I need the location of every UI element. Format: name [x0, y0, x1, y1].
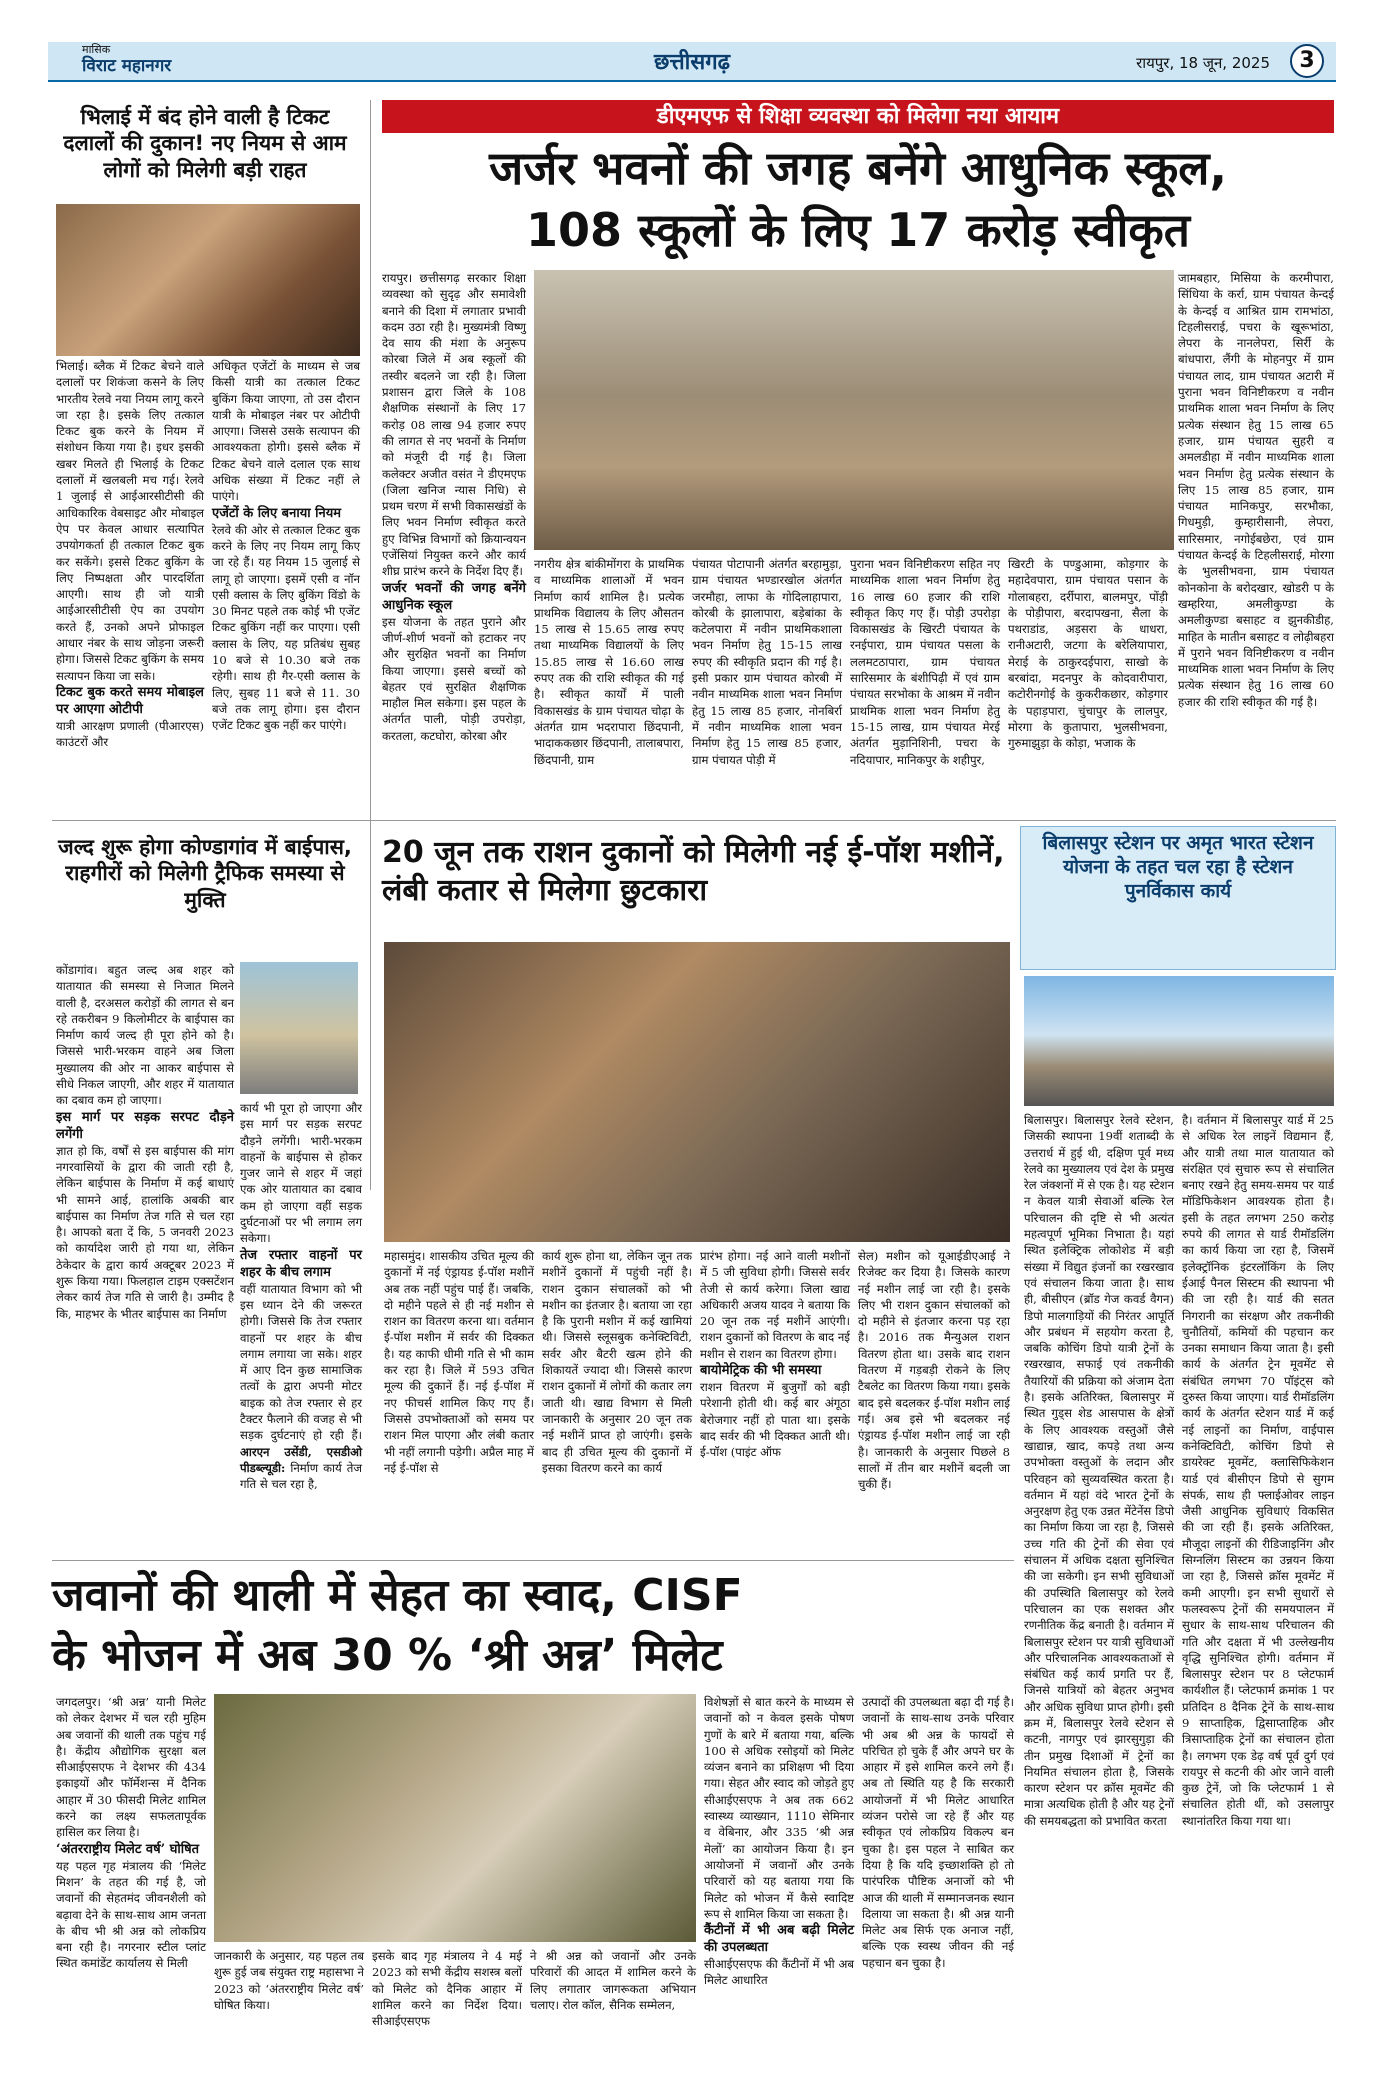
main-colA-text: रायपुर। छत्तीसगढ़ सरकार शिक्षा व्यवस्था को सुदृढ़ और समावेशी बनाने की दिशा में लगातार प्रभावी कदम उठा रही है। मुख्यमंत्री विष्णु देव साय की मंशा के अनुरूप कोरबा जिले में अब स्कूलों की तस्वीर बदलने जा रही है। जिला प्रशासन द्वारा जिले के 108 शैक्षणिक संस्थानों के लिए 17 करोड़ 08 लाख 94 हजार रुपए की लागत से नए भवनों के निर्माण को मंजूरी दी गई है। जिला कलेक्टर अजीत वसंत ने डीएमएफ (जिला खनिज न्यास निधि) से प्रथम चरण में सभी विकासखंडों के लिए भवन निर्माण स्वीकृत करते हुए विभिन्न विभागों को क्रियान्वयन एजेंसियां नियुक्त करने और कार्य शीघ्र प्रारंभ करने के निर्देश दिए हैं।	[382, 271, 526, 579]
main-colA2-text: इस योजना के तहत पुराने और जीर्ण-शीर्ण भवनों को हटाकर नए और सुरक्षित भवनों का निर्माण किया जाएगा। इससे बच्चों को बेहतर एवं सुरक्षित शैक्षणिक माहौल मिल सकेगा। इस पहल के अंतर्गत पाली, पोड़ी उपरोड़ा, करतला, कटघोरा, कोरबा और	[382, 614, 526, 743]
a3-col4: सेल) मशीन को यूआईडीएआई ने रिजेक्ट कर दिया है। जिसके कारण नई मशीन लाई जा रही है। इसके लिए भी राशन दुकान संचालकों को दो महीने से इंतजार करना पड़ रहा है। 2016 तक मैन्युअल राशन वितरण होता था। उसके बाद राशन वितरण में गड़बड़ी रोकने के लिए टैबलेट का वितरण किया गया। इसके बाद इसे बदलकर ई-पॉश मशीन लाई गई। अब इसे भी बदलकर नई एंड्रायड ई-पॉश मशीन लाई जा रही है। जानकारी के अनुसार पिछले 8 सालों में तीन बार मशीनें बदली जा चुकी हैं।	[858, 1249, 1010, 1492]
a4-headline: बिलासपुर स्टेशन पर अमृत भारत स्टेशन योजना के तहत चल रहा है स्टेशन पुनर्विकास कार्य	[1042, 832, 1314, 902]
page-number: 3	[1290, 44, 1324, 78]
a2-col1-text: कोंडागांव। बहुत जल्द अब शहर को यातायात की समस्या से निजात मिलने वाली है, दरअसल करोड़ों की लागत से बन रहे तकरीबन 9 किलोमीटर के बाईपास का निर्माण कार्य जल्द ही पूरा होने को है। जिससे भारी-भरकम वाहने अब जिला मुख्यालय की ओर ना आकर बाईपास से सीधे निकल जाएगी, और शहर में यातायात का दबाव कम हो जाएगा।	[56, 963, 234, 1108]
a5-sub5: कैंटीनों में भी अब बढ़ी मिलेट की उपलब्धता	[704, 1923, 854, 1956]
a4-col2: है। वर्तमान में बिलासपुर यार्ड में 25 से अधिक रेल लाइनें विद्यमान हैं, और यात्री तथा माल यातायात को संरक्षित एवं सुचारु रूप से संचालित बनाए रखने हेतु समय-समय पर यार्ड मॉडिफिकेशन आवश्यक होता है। इसी के तहत लगभग 250 करोड़ रुपये की लागत से यार्ड रीमॉडलिंग का कार्य किया जा रहा है, जिसमें इलेक्ट्रॉनिक इंटरलॉकिंग के लिए ईआई पैनल सिस्टम की स्थापना भी की जा रही है। यार्ड की सतत निगरानी का संरक्षण और तकनीकी चुनौतियों, कमियों की पहचान कर उनका समाधान किया जाता है। इसी कार्य के अंतर्गत ट्रेन मूवमेंट से संबंधित लगभग 70 पॉइंट्स को दुरुस्त किया जाएगा। यार्ड रीमॉडलिंग कार्य के अंतर्गत स्टेशन यार्ड में कई नई लाइनों का निर्माण, वाईपास कनेक्टिविटी, कोचिंग डिपो से डायरेक्ट मूवमेंट, क्लासिफिकेशन यार्ड एवं बीसीएन डिपो से सुगम संपर्क, साथ ही फ्लाईओवर लाइन जैसी आधुनिक सुविधाएं विकसित की जा रही हैं। इसके अतिरिक्त, मौजूदा लाइनों की रीडिजाइनिंग और सिग्नलिंग सिस्टम का उन्नयन किया जा रहा है, जिससे क्रॉस मूवमेंट में कमी आएगी। इन सभी सुधारों से फलस्वरूप ट्रेनों की समयपालन में सुधार के साथ-साथ परिचालन की गति और दक्षता में भी उल्लेखनीय वृद्धि सुनिश्चित होगी। वर्तमान में बिलासपुर स्टेशन पर 8 प्लेटफार्म कार्यशील हैं। प्लेटफार्म क्रमांक 1 पर प्रतिदिन 8 दैनिक ट्रेनें के साथ-साथ 9 साप्ताहिक, द्विसाप्ताहिक और त्रिसाप्ताहिक ट्रेनों का संचालन होता है। लगभग एक डेढ़ वर्ष पूर्व दुर्ग एवं रायपुर से कटनी की ओर जाने वाली कुछ ट्रेनें, जो कि प्लेटफार्म 1 से संचालित होती थीं, को उसलापुर स्थानांतरित किया गया था।	[1182, 1113, 1334, 1828]
a1-sub1: टिकट बुक करते समय मोबाइल पर आएगा ओटीपी	[56, 684, 204, 717]
a3-col3-text: प्रारंभ होगा। नई आने वाली मशीनों में 5 जी सुविधा होगी। जिससे सर्वर तेजी से कार्य करेगा। जिला खाद्य अधिकारी अजय यादव ने बताया कि 20 जून तक नई मशीनें आएंगी। राशन दुकानों को वितरण के बाद नई मशीन से राशन का वितरण होगा।	[700, 1249, 850, 1361]
a1-col1-text: भिलाई। ब्लैक में टिकट बेचने वाले दलालों पर शिकंजा कसने के लिए भारतीय रेलवे नया नियम लागू करने जा रहा है। इसके लिए तत्काल टिकट बुक करने के नियम में संशोधन किया गया है। इधर इसकी खबर मिलते ही भिलाई के टिकट दलालों में खलबली मच गई। रेलवे 1 जुलाई से आईआरसीटीसी की आधिकारिक वेबसाइट और मोबाइल ऐप पर केवल आधार सत्यापित उपयोगकर्ता ही तत्काल टिकट बुक कर सकेंगे। इससे टिकट बुकिंग के लिए निष्पक्षता और पारदर्शिता आएगी। साथ ही जो यात्री आईआरसीटीसी ऐप का उपयोग करते हैं, उनको अपने प्रोफाइल आधार नंबर के साथ जोड़ना जरूरी होगा। जिससे टिकट बुकिंग के समय सत्यापन किया जा सके।	[56, 359, 204, 683]
a5-col1b-text: यह पहल गृह मंत्रालय की ‘मिलेट मिशन’ के तहत की गई है, जो जवानों की सेहतमंद जीवनशैली को बढ़ावा देने के साथ-साथ आम जनता के बीच भी श्री अन्न को लोकप्रिय बना रही है। नगरनार स्टील प्लांट स्थित कमांडेंट कार्यालय से मिली	[56, 1858, 206, 1971]
section-title: छत्तीसगढ़	[654, 50, 730, 75]
classroom-photo	[534, 270, 1174, 550]
masthead-kicker: मासिक	[82, 43, 111, 56]
a2-sub1: इस मार्ग पर सड़क सरपट दौड़ने लगेंगी	[56, 1109, 234, 1142]
main-colE: खिरटी के पण्डुआमा, कोड़गार के महादेवपारा, ग्राम पंचायत पसान के गोलाबहरा, दर्रीपारा, बालमपुर, पोंड़ी के पोड़ीपारा, बरदापखना, सैला के पथराडांड, अड़सरा के धाधरा, रानीअटारी, जटगा के बरेलियापारा, मेराई के ठाकुरदईपारा, साखो के बरबांदा, मदनपुर के कोदवारीपारा, कटोरीनगोई के कुकरीकछार, कोड़गार के पहाड़पारा, चुंचापुर के लालपुर, मोरगा के कुतापारा, भुलसीभवना, गुरुमाझुड़ा के कोड़ा, भजाक के	[1008, 557, 1168, 751]
a3-sub3: बायोमेट्रिक की भी समस्या	[700, 1363, 822, 1379]
a5-col5-text: विशेषज्ञों से बात करने के माध्यम से जवानों को न केवल इसके पोषण गुणों के बारे में बताया गया, बल्कि 100 से अधिक रसोइयों को मिलेट व्यंजन बनाने का प्रशिक्षण भी दिया गया। सेहत और स्वाद को जोड़ते हुए सीआईएसएफ ने अब तक 662 स्वास्थ्य व्याख्यान, 1110 सेमिनार व वेबिनार, और 335 ‘श्री अन्न मेलों’ का आयोजन किया है। इन आयोजनों में जवानों और उनके परिवारों को यह बताया गया कि मिलेट को भोजन में कैसे स्वादिष्ट रूप से शामिल किया जा सकता है।	[704, 1695, 854, 1921]
a5-col6: उत्पादों की उपलब्धता बढ़ा दी गई है। जवानों के साथ-साथ उनके परिवार भी अब श्री अन्न के फायदों से परिचित हो चुके हैं और अपने घर के आहार में इसे शामिल करने लगे हैं। अब तो स्थिति यह है कि सरकारी आयोजनों में भी मिलेट आधारित व्यंजन परोसे जा रहे हैं और यह स्वीकृत एवं लोकप्रिय विकल्प बन चुका है। इस पहल ने साबित कर दिया है कि यदि इच्छाशक्ति हो तो पारंपरिक पौष्टिक अनाजों को भी आज की थाली में सम्मानजनक स्थान दिलाया जा सकता है। श्री अन्न यानी मिलेट अब सिर्फ एक अनाज नहीं, बल्कि एक स्वस्थ जीवन की नई पहचान बन चुका है।	[862, 1695, 1014, 1970]
a5-col3: इसके बाद गृह मंत्रालय ने 4 मई 2023 को सभी केंद्रीय सशस्त्र बलों को मिलेट को दैनिक आहार में शामिल करने का निर्देश दिया। सीआईएसएफ	[372, 1949, 522, 2029]
a2-col1b-text: ज्ञात हो कि, वर्षों से इस बाईपास की मांग नगरवासियों के द्वारा की जाती रही है, लेकिन बाईपास के निर्माण में कई बाधाएं भी सामने आई, हालांकि अबकी बार बाईपास का निर्माण तेज गति से चल रहा है। आपको बता दें कि, 5 जनवरी 2023 को कार्यादेश जारी हो गया था, लेकिन ठेकेदार के द्वारा कार्य अक्टूबर 2023 में शुरू किया गया। फिलहाल टाइम एक्सटेंशन लेकर कार्य तेज गति से जारी है। उम्मीद है कि, माहभर के भीतर बाईपास का निर्माण	[56, 1143, 234, 1321]
a5-col5	[704, 1694, 854, 2030]
issue-date: रायपुर, 18 जून, 2025	[1136, 54, 1270, 72]
main-colC: पंचायत पोटापानी अंतर्गत बरहामुड़ा, ग्राम पंचायत भण्डारखोल अंतर्गत जरमौहा, लाफा के गोदिलाहापारा, कोरबी के झालापारा, बड़ेबांका के कटेलपारा में नवीन प्राथमिकशाला भवन निर्माण हेतु 15-15 लाख रुपए की स्वीकृति प्रदान की गई है। इसी प्रकार ग्राम पंचायत कोरबी में नवीन माध्यमिक शाला भवन निर्माण हेतु 15 लाख 85 हजार, नोनबिर्रा में नवीन माध्यमिक शाला भवन निर्माण हेतु 15 लाख 85 हजार, ग्राम पंचायत पोड़ी में	[692, 557, 842, 767]
main-headline-2: 108 स्कूलों के लिए 17 करोड़ स्वीकृत	[526, 203, 1190, 257]
main-colF: जामबहार, मिसिया के करमीपारा, सिंधिया के कर्रा, ग्राम पंचायत केन्दई के केन्दई व आश्रित ग्राम रामभांठा, टिहलीसराई, पचरा के खूरूभांठा, लेपरा के नानलेपरा, सिर्री के बांधपारा, लैंगी के मोहनपुर में ग्राम पंचायत लाद, ग्राम पंचायत अटारी में पुराना भवन विनिष्टीकरण व नवीन प्राथमिक शाला भवन निर्माण के लिए प्रत्येक संस्थान हेतु 15 लाख 65 हजार, ग्राम पंचायत सुहरी व अमलडीहा में नवीन माध्यमिक शाला भवन निर्माण हेतु प्रत्येक संस्थान के लिए 15 लाख 85 हजार, ग्राम पंचायत मानिकपुर, सरभौका, गिधमुड़ी, कुम्हारीसानी, लेपरा, सारिसमार, नगोईबछेरा, एवं ग्राम पंचायत केन्दई के टिहलीसराई, मोरगा के भुलसीभवना, ग्राम पंचायत कोनकोना के बरोदखार, खोडरी प के खम्हरिया, अमलीकुण्डा के अमलीकुण्डा बसाहट व झुनकीडीह, माहित के मातीन बसाहट व लोढ़ीबहरा में पुराने भवन विनिष्टीकरण व नवीन माध्यमिक शाला भवन निर्माण के लिए प्रत्येक संस्थान हेतु 16 लाख 60 हजार की राशि स्वीकृत की गई है।	[1178, 271, 1334, 709]
a2-sub2: तेज रफ्तार वाहनों पर शहर के बीच लगाम	[240, 1247, 362, 1280]
a1-col1b-text: यात्री आरक्षण प्रणाली (पीआरएस) काउंटरों और	[56, 718, 204, 750]
a5-sub1: ‘अंतरराष्ट्रीय मिलेट वर्ष’ घोषित	[56, 1841, 200, 1857]
station-render-photo	[1024, 976, 1334, 1106]
a3-col2: कार्य शुरू होना था, लेकिन जून तक मशीनें दुकानों में पहुंची नहीं है। राशन दुकान संचालकों को भी मशीन का इंतजार है। बताया जा रहा है कि पुरानी मशीन में कई खामियां थी। जिससे स्लूसबुक कनेक्टिविटी, सर्वर और बैटरी खत्म होने की शिकायतें ज्यादा थी। जिससे कारण राशन दुकानों में लोगों की कतार लग जाती थी। खाद्य विभाग से मिली जानकारी के अनुसार 20 जून तक नई मशीनें प्राप्त हो जाएंगी। इसके बाद ही उचित मूल्य की दुकानों में इसका वितरण करने का कार्य	[542, 1249, 692, 1475]
masthead	[48, 42, 1336, 82]
main-headline-1: जर्जर भवनों की जगह बनेंगे आधुनिक स्कूल,	[489, 141, 1227, 195]
a4-col1: बिलासपुर। बिलासपुर रेलवे स्टेशन, जिसकी स्थापना 19वीं शताब्दी के उत्तरार्ध में हुई थी, दक्षिण पूर्व मध्य रेलवे का मुख्यालय एवं देश के प्रमुख रेल जंक्शनों में से एक है। यह स्टेशन न केवल यात्री सेवाओं बल्कि रेल परिचालन की दृष्टि से भी अत्यंत महत्वपूर्ण भूमिका निभाता है। यहां स्थित इलेक्ट्रिक लोकोशेड में बड़ी संख्या में विद्युत इंजनों का रखरखाव एवं संचालन किया जाता है। साथ ही, बीसीएन (ब्रॉड गेज कवर्ड वैगन) डिपो मालगाड़ियों की निरंतर आपूर्ति और प्रबंधन में सहयोग करता है, जबकि कोचिंग डिपो यात्री ट्रेनों के रखरखाव, सफाई एवं तकनीकी तैयारियों की प्रक्रिया को अंजाम देता है। इसके अतिरिक्त, बिलासपुर में स्थित गुड्स शेड आसपास के क्षेत्रों के लिए आवश्यक वस्तुओं जैसे खाद्यान्न, खाद, कपड़े तथा अन्य उपभोक्ता वस्तुओं के लदान और परिवहन को सुव्यवस्थित करता है। वर्तमान में यहां वंदे भारत ट्रेनों के अनुरक्षण हेतु एक उन्नत मेंटेनेंस डिपो का निर्माण किया जा रहा है, जिससे उच्च गति की ट्रेनों की सेवा एवं संचालन में अधिक दक्षता सुनिश्चित की जा सकेगी। इन सभी सुविधाओं की उपस्थिति बिलासपुर को रेलवे परिचालन का एक सशक्त और रणनीतिक केंद्र बनाती है। वर्तमान में बिलासपुर स्टेशन पर यात्री सुविधाओं और परिचालनिक आवश्यकताओं से संबंधित कई कार्य प्रगति पर हैं, जिनसे यात्रियों को बेहतर अनुभव और अधिक सुविधा प्राप्त होगी। इसी क्रम में, बिलासपुर रेलवे स्टेशन से कटनी, नागपुर एवं झारसुगुड़ा की तीन प्रमुख दिशाओं में ट्रेनों का नियमित संचालन होता है, जिसके कारण स्टेशन पर क्रॉस मूवमेंट की मात्रा अत्यधिक होती है और यह ट्रेनों की समयबद्धता को प्रभावित करता	[1024, 1113, 1174, 1828]
a1-col2	[212, 358, 360, 738]
a5-headline-1: जवानों की थाली में सेहत का स्वाद, CISF	[52, 1570, 743, 1621]
a2-col2-text: कार्य भी पूरा हो जाएगा और इस मार्ग पर सड़क सरपट दौड़ने लगेंगी। भारी-भरकम वाहनों के बाईपास से होकर गुजर जाने से शहर में जहां एक ओर यातायात का दबाव कम हो जाएगा वहीं सड़क दुर्घटनाओं पर भी लगाम लग सकेगा।	[240, 1101, 362, 1246]
a1-col1	[56, 358, 204, 750]
a5-col4: ने श्री अन्न को जवानों और उनके परिवारों की आदत में शामिल करने के लिए लगातार जागरूकता अभियान चलाए। रोल कॉल, सैनिक सम्मेलन,	[530, 1949, 696, 2012]
ration-shop-photo	[384, 942, 1010, 1242]
a1-photo	[56, 204, 360, 356]
a3-headline: 20 जून तक राशन दुकानों को मिलेगी नई ई-पॉश मशीनें, लंबी कतार से मिलेगा छुटकारा	[382, 835, 1005, 908]
a1-col2-text: अधिकृत एजेंटों के माध्यम से जब किसी यात्री का तत्काल टिकट बुकिंग किया जाएगा, तो उस दौरान यात्री के मोबाइल नंबर पर ओटीपी आएगा। जिससे उसके सत्यापन की आवश्यकता होगी। इससे ब्लैक में टिकट बेचने वाले दलाल एक साथ अधिक संख्या में टिकट नहीं ले पाएंगे।	[212, 359, 360, 504]
a2-byline: आरएन उसेंडी, एसडीओ पीडब्ल्यूडी:	[240, 1444, 362, 1475]
a5-col1-text: जगदलपुर। ‘श्री अन्न’ यानी मिलेट को लेकर देशभर में चल रही मुहिम अब जवानों की थाली तक पहुंच गई है। केंद्रीय औद्योगिक सुरक्षा बल सीआईएसएफ ने देशभर की 434 इकाइयों और फॉर्मेशन्स में दैनिक आहार में 30 फीसदी मिलेट शामिल करने का लक्ष्य सफलतापूर्वक हासिल कर लिया है।	[56, 1695, 206, 1840]
a1-headline: भिलाई में बंद होने वाली है टिकट दलालों की दुकान! नए नियम से आम लोगों को मिलेगी बड़ी राहत	[63, 105, 347, 182]
a5-col2: जानकारी के अनुसार, यह पहल तब शुरू हुई जब संयुक्त राष्ट्र महासभा ने 2023 को ‘अंतरराष्ट्रीय मिलेट वर्ष’ घोषित किया।	[214, 1949, 364, 2012]
cisf-photo	[214, 1694, 696, 1942]
a1-sub2: एजेंटों के लिए बनाया नियम	[212, 505, 342, 521]
a2-col2b-text: वहीं यातायात विभाग को भी इस ध्यान देने की जरूरत होगी। जिससे कि तेज रफ्तार वाहनों पर शहर के बीच लगाम लगाया जा सके। शहर में आए दिन कुछ सामाजिक तत्वों के द्वारा अपनी मोटर बाइक को तेज रफ्तार से हर टैक्टर फैलाने की वजह से भी सड़क दुर्घटनाएं हो रही हैं।	[240, 1281, 362, 1443]
paper-name: विराट महानगर	[82, 56, 172, 76]
main-colA	[382, 270, 526, 810]
main-colD: पुराना भवन विनिष्टीकरण सहित नए माध्यमिक शाला भवन निर्माण हेतु 16 लाख 60 हजार की राशि स्वीकृत किए गए हैं। पोड़ी उपरोड़ा विकासखंड के खिरटी पंचायत के रनईपारा, ग्राम पंचायत पसला के ललमटठापारा, ग्राम पंचायत सारिसमार के बंशीपिढ़ी में एवं ग्राम पंचायत सरभोका के आश्रम में नवीन प्राथमिक शाला भवन निर्माण हेतु 15-15 लाख, ग्राम पंचायत मेरई अंतर्गत मुड़ानिशिनी, पचरा के नदियापार, मानिकपुर के शहीपुर,	[850, 557, 1000, 767]
a2-headline: जल्द शुरू होगा कोण्डागांव में बाईपास, राहगीरों को मिलेगी ट्रैफिक समस्या से मुक्ति	[58, 835, 352, 912]
main-subA: जर्जर भवनों की जगह बनेंगे आधुनिक स्कूल	[382, 580, 526, 613]
main-kicker: डीएमएफ से शिक्षा व्यवस्था को मिलेगा नया आयाम	[382, 100, 1334, 133]
a3-col1: महासमुंद। शासकीय उचित मूल्य की दुकानों में नई एंड्रायड ई-पॉश मशीनें अब तक नहीं पहुंच पाई हैं। जबकि, दो महीने पहले से ही नई मशीन से राशन का वितरण करना था। वर्तमान ई-पॉश मशीन में सर्वर की दिक्कत है। यह काफी धीमी गति से भी काम कर रहा है। जिले में 593 उचित मूल्य की दुकानें हैं। नई ई-पॉश में नए फीचर्स शामिल किए गए हैं। जिससे उपभोक्ताओं को समय पर राशन मिल पाएगा और लंबी कतार भी नहीं लगानी पड़ेगी। अप्रैल माह में नई ई-पॉश से	[384, 1249, 534, 1475]
a1-col2b-text: रेलवे की ओर से तत्काल टिकट बुक करने के लिए नए नियम लागू किए जा रहे हैं। यह नियम 15 जुलाई से लागू हो जाएगा। इसमें एसी व नॉन एसी क्लास के लिए बुकिंग विंडो के 30 मिनट पहले तक कोई भी एजेंट टिकट बुकिंग नहीं कर पाएगा। एसी क्लास के लिए, यह प्रतिबंध सुबह 10 बजे से 10.30 बजे तक रहेगी। साथ ही गैर-एसी क्लास के लिए, सुबह 11 बजे से 11. 30 बजे तक लागू होगा। इस दौरान एजेंट टिकट बुक नहीं कर पाएंगे।	[212, 522, 360, 733]
a5-headline-2: के भोजन में अब 30 % ‘श्री अन्न’ मिलेट	[52, 1630, 723, 1681]
a2-col2	[240, 1100, 362, 1552]
road-roller-photo	[240, 962, 358, 1094]
a3-col3	[700, 1248, 850, 1554]
a5-col1	[56, 1694, 206, 2030]
a2-col2c-text: निर्माण कार्य तेज गति से चल रहा है,	[240, 1460, 363, 1492]
a3-col3b-text: राशन वितरण में बुजुर्गों को बड़ी परेशानी होती थी। कई बार अंगूठा बेरोजगार नहीं हो पाता था। इसके बाद सर्वर की भी दिक्कत आती थी। ई-पॉश (पाइंट ऑफ	[700, 1380, 850, 1460]
a5-col5b-text: सीआईएसएफ की कैंटीनों में भी अब मिलेट आधारित	[704, 1957, 854, 1988]
a2-col1	[56, 962, 234, 1552]
main-colB: नगरीय क्षेत्र बांकीमोंगरा के प्राथमिक व माध्यमिक शालाओं में भवन निर्माण कार्य शामिल है। प्रत्येक प्राथमिक विद्यालय के लिए औसतन 15 लाख से 15.65 लाख रुपए तथा माध्यमिक विद्यालयों के लिए 15.85 लाख से 16.60 लाख रुपए तक की राशि स्वीकृत की गई है। स्वीकृत कार्यों में पाली विकासखंड के ग्राम पंचायत चोढ़ा के अंतर्गत ग्राम भदरापारा छिंदपानी, भादाककछार छिंदपानी, तालाबपारा, छिंदपानी, ग्राम	[534, 557, 684, 767]
